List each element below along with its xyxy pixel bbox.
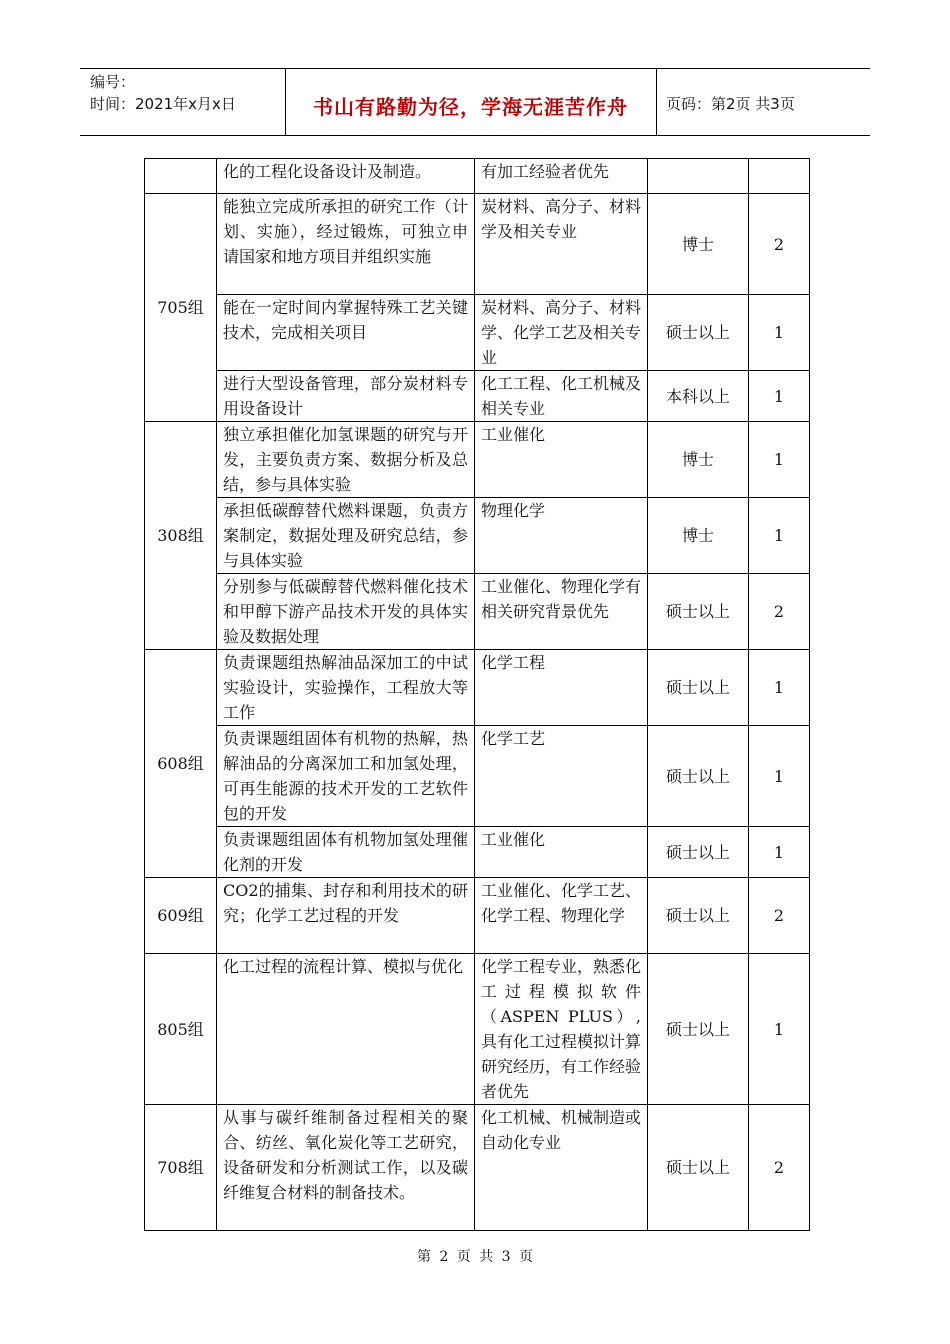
degree-cell: 硕士以上 [648, 827, 749, 878]
requirement-cell: 工业催化、物理化学有相关研究背景优先 [475, 574, 648, 650]
table-row [145, 574, 810, 650]
job-description-cell: 分别参与低碳醇替代燃料催化技术和甲醇下游产品技术开发的具体实验及数据处理 [217, 574, 475, 650]
job-description-cell: 负责课题组固体有机物加氢处理催化剂的开发 [217, 827, 475, 878]
job-description-cell: 能在一定时间内掌握特殊工艺关键技术，完成相关项目 [217, 295, 475, 371]
table-row [145, 295, 810, 371]
job-description-cell: 从事与碳纤维制备过程相关的聚合、纺丝、氧化炭化等工艺研究，设备研发和分析测试工作，以及碳纤维复合材料的制备技术。 [217, 1105, 475, 1231]
degree-cell: 硕士以上 [648, 1105, 749, 1231]
header-page-info: 页码：第2页 共3页 [666, 95, 795, 113]
header-meta [90, 71, 236, 115]
requirement-cell: 工业催化 [475, 422, 648, 498]
headcount-cell: 1 [749, 498, 810, 574]
table-row [145, 371, 810, 422]
table-row [145, 1105, 810, 1231]
requirement-cell: 化工机械、机械制造或自动化专业 [475, 1105, 648, 1231]
group-cell: 609组 [145, 878, 217, 954]
group-cell: 608组 [145, 650, 217, 878]
job-description-cell: 能独立完成所承担的研究工作（计划、实施），经过锻炼，可独立申请国家和地方项目并组织实施 [217, 194, 475, 295]
headcount-cell: 1 [749, 422, 810, 498]
degree-cell: 博士 [648, 194, 749, 295]
headcount-cell: 1 [749, 371, 810, 422]
requirement-cell: 化学工艺 [475, 726, 648, 827]
group-cell: 708组 [145, 1105, 217, 1231]
table-row [145, 650, 810, 726]
requirement-cell: 化学工程专业，熟悉化工过程模拟软件（ASPEN PLUS）,具有化工过程模拟计算研究经历，有工作经验者优先 [475, 954, 648, 1105]
job-description-cell: 进行大型设备管理，部分炭材料专用设备设计 [217, 371, 475, 422]
header-divider [656, 69, 657, 135]
headcount-cell: 2 [749, 574, 810, 650]
table-row [145, 726, 810, 827]
headcount-cell: 1 [749, 726, 810, 827]
job-description-cell: 化工过程的流程计算、模拟与优化 [217, 954, 475, 1105]
group-cell: 805组 [145, 954, 217, 1105]
degree-cell: 硕士以上 [648, 726, 749, 827]
table-row [145, 954, 810, 1105]
degree-cell: 硕士以上 [648, 574, 749, 650]
headcount-cell [749, 159, 810, 194]
requirement-cell: 化工工程、化工机械及相关专业 [475, 371, 648, 422]
table-row [145, 422, 810, 498]
table-row [145, 498, 810, 574]
requirement-cell: 炭材料、高分子、材料学、化学工艺及相关专业 [475, 295, 648, 371]
degree-cell [648, 159, 749, 194]
page-footer: 第 2 页 共 3 页 [416, 1249, 534, 1265]
page-header [80, 68, 870, 136]
degree-cell: 硕士以上 [648, 650, 749, 726]
requirement-cell: 炭材料、高分子、材料学及相关专业 [475, 194, 648, 295]
degree-cell: 硕士以上 [648, 954, 749, 1105]
group-cell [145, 159, 217, 194]
degree-cell: 博士 [648, 498, 749, 574]
headcount-cell: 1 [749, 650, 810, 726]
headcount-cell: 1 [749, 954, 810, 1105]
document-number-label: 编号： [90, 73, 136, 91]
requirement-cell: 物理化学 [475, 498, 648, 574]
table-row [145, 194, 810, 295]
requirement-cell: 工业催化、化学工艺、化学工程、物理化学 [475, 878, 648, 954]
headcount-cell: 2 [749, 1105, 810, 1231]
degree-cell: 硕士以上 [648, 878, 749, 954]
requirement-cell: 化学工程 [475, 650, 648, 726]
headcount-cell: 2 [749, 878, 810, 954]
job-description-cell: 负责课题组热解油品深加工的中试实验设计，实验操作，工程放大等工作 [217, 650, 475, 726]
job-description-cell: CO2的捕集、封存和利用技术的研究；化学工艺过程的开发 [217, 878, 475, 954]
job-description-cell: 负责课题组固体有机物的热解，热解油品的分离深加工和加氢处理，可再生能源的技术开发的工艺软件包的开发 [217, 726, 475, 827]
requirement-cell: 工业催化 [475, 827, 648, 878]
group-cell: 308组 [145, 422, 217, 650]
requirement-cell: 有加工经验者优先 [475, 159, 648, 194]
table-row [145, 159, 810, 194]
headcount-cell: 1 [749, 827, 810, 878]
table-row [145, 878, 810, 954]
document-time-label: 时间：2021年x月x日 [90, 95, 236, 113]
degree-cell: 博士 [648, 422, 749, 498]
headcount-cell: 2 [749, 194, 810, 295]
job-description-cell: 独立承担催化加氢课题的研究与开发，主要负责方案、数据分析及总结，参与具体实验 [217, 422, 475, 498]
degree-cell: 本科以上 [648, 371, 749, 422]
table-row [145, 827, 810, 878]
header-motto: 书山有路勤为径，学海无涯苦作舟 [313, 95, 628, 119]
headcount-cell: 1 [749, 295, 810, 371]
job-description-cell: 承担低碳醇替代燃料课题，负责方案制定，数据处理及研究总结，参与具体实验 [217, 498, 475, 574]
job-description-cell: 化的工程化设备设计及制造。 [217, 159, 475, 194]
group-cell: 705组 [145, 194, 217, 422]
degree-cell: 硕士以上 [648, 295, 749, 371]
recruitment-table [144, 158, 810, 1231]
